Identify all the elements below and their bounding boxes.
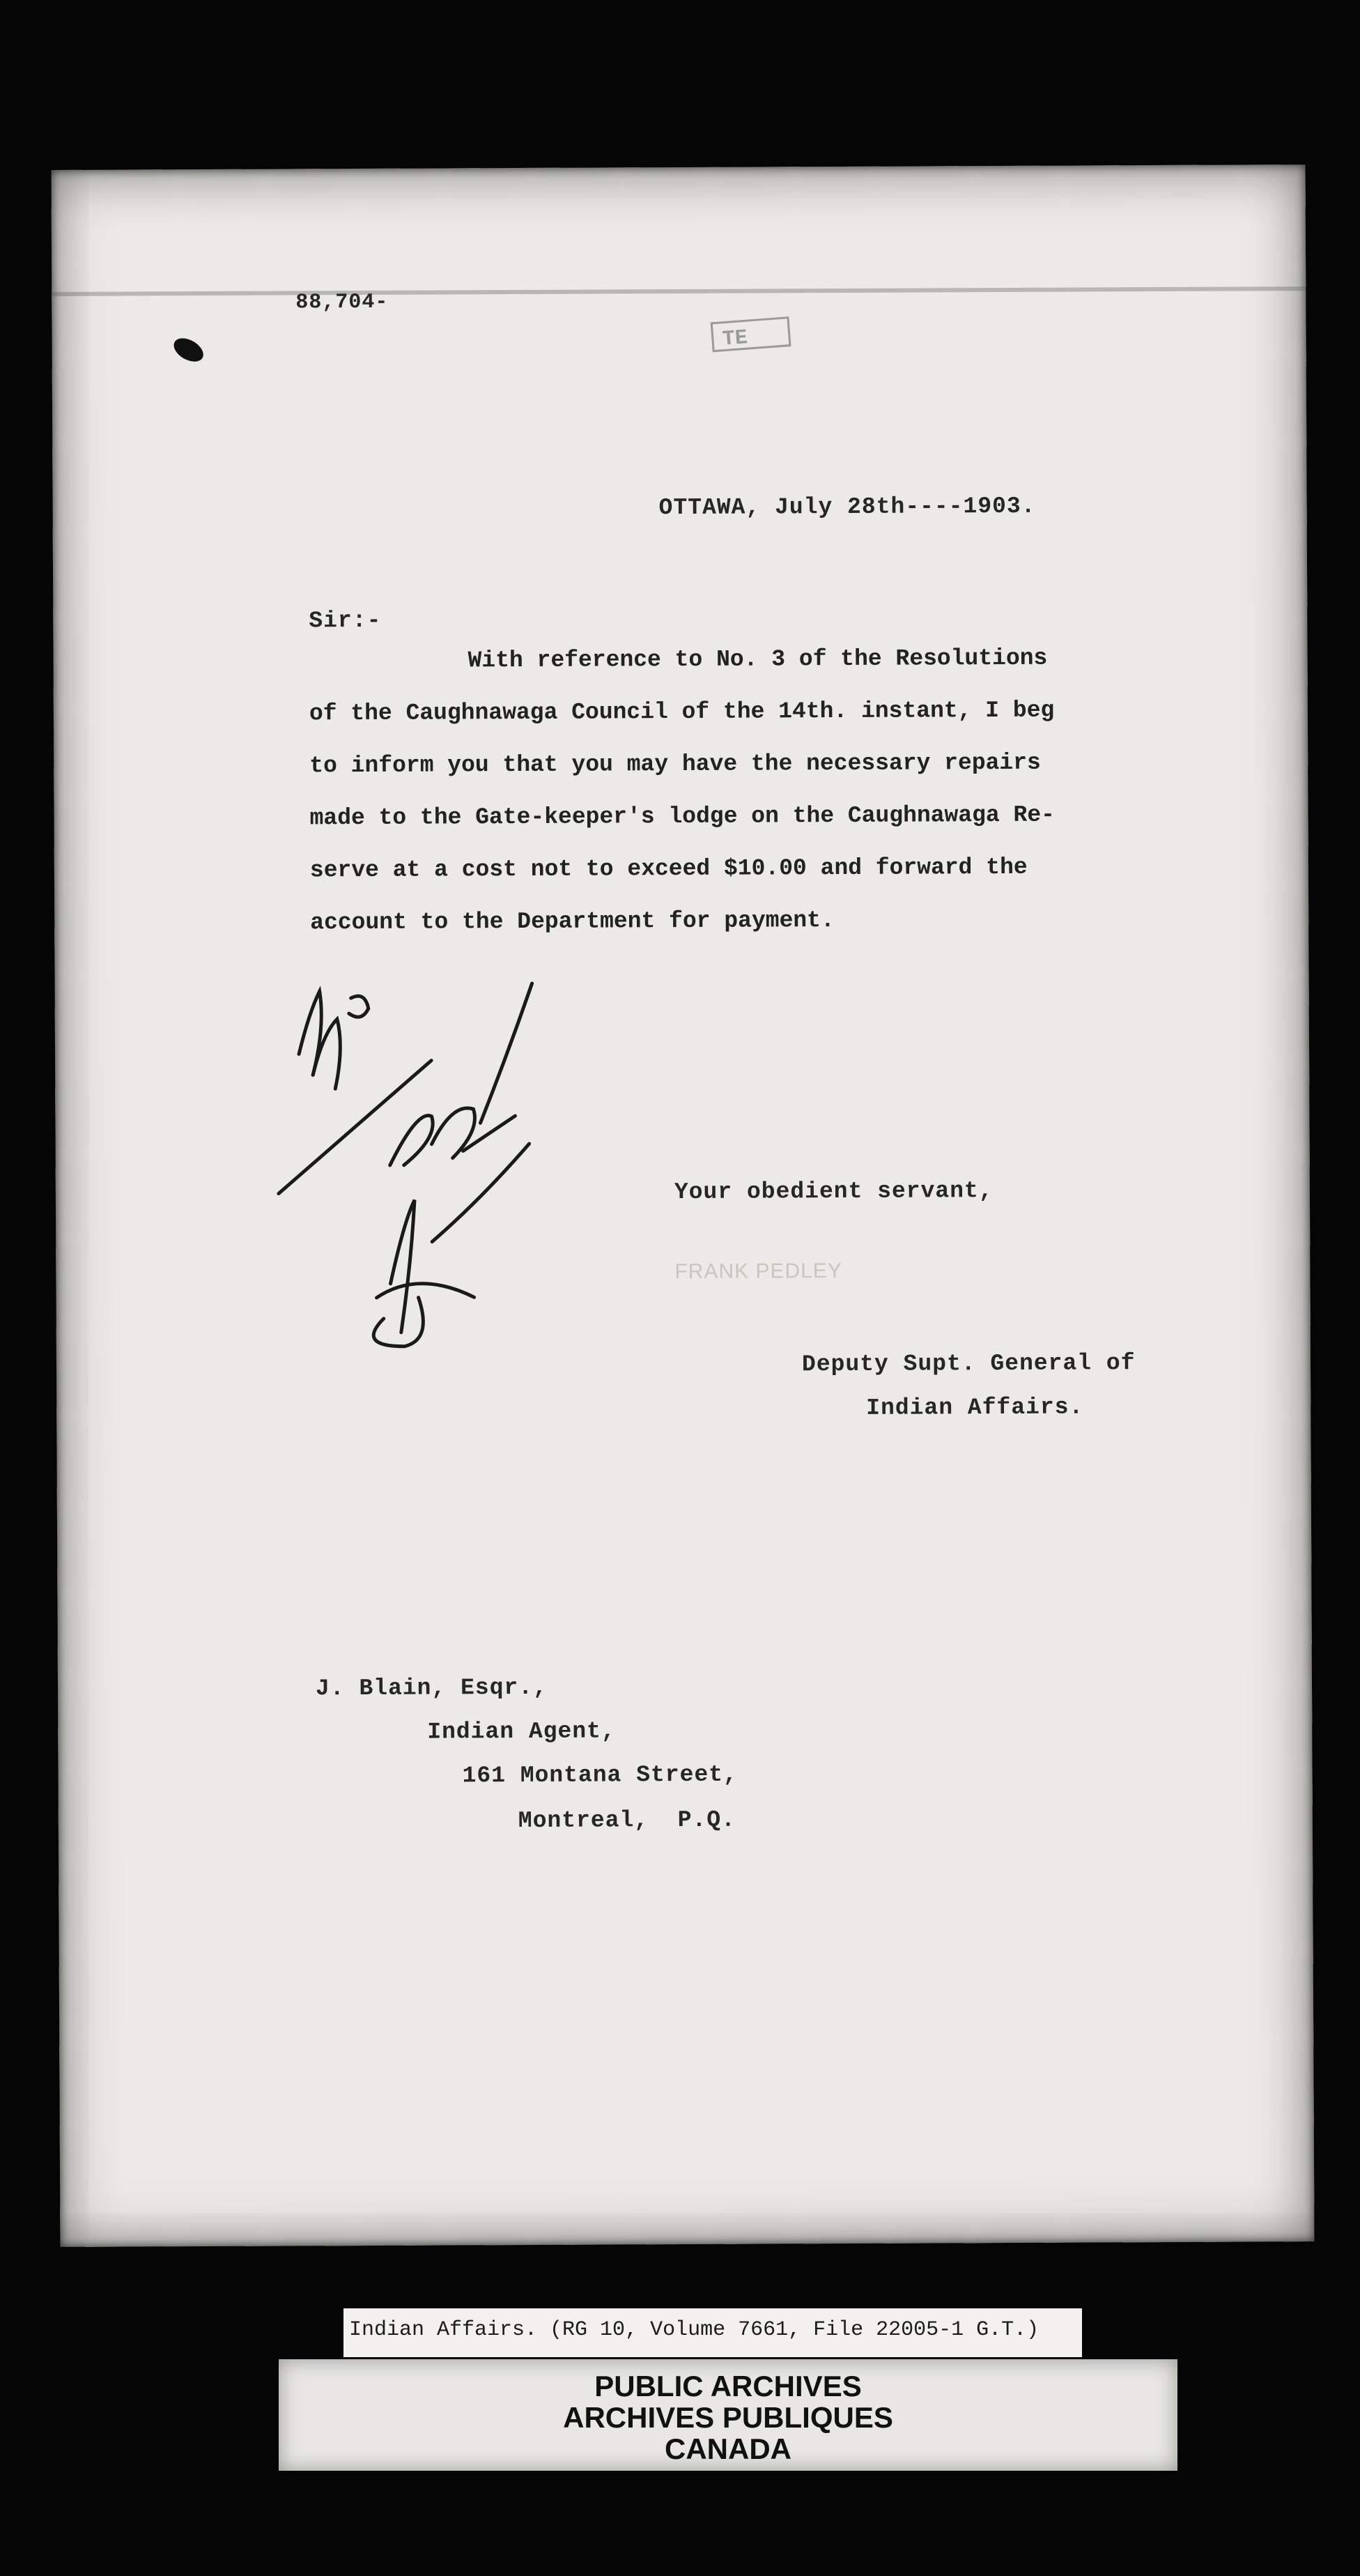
addressee-name: J. Blain, Esqr., xyxy=(315,1674,548,1702)
addressee-city: Montreal, P.Q. xyxy=(518,1807,736,1834)
handwritten-initials xyxy=(271,969,600,1361)
archive-line-french: ARCHIVES PUBLIQUES xyxy=(563,2401,893,2434)
body-line: made to the Gate-keeper's lodge on the Caughnawaga Re- xyxy=(309,802,1056,831)
body-line: With reference to No. 3 of the Resolutions xyxy=(468,645,1048,674)
faded-signature-stamp: FRANK PEDLEY xyxy=(674,1259,842,1284)
archive-reference-label xyxy=(343,2308,1082,2357)
body-line: account to the Department for payment. xyxy=(310,907,835,936)
salutation: Sir:- xyxy=(309,607,382,634)
body-line: of the Caughnawaga Council of the 14th. instant, I beg xyxy=(309,697,1055,727)
addressee-position: Indian Agent, xyxy=(427,1718,616,1745)
body-line: serve at a cost not to exceed $10.00 and forward the xyxy=(309,854,1028,884)
stamp-mark xyxy=(706,313,797,355)
punch-hole xyxy=(170,334,208,367)
addressee-street: 161 Montana Street, xyxy=(462,1761,738,1789)
closing: Your obedient servant, xyxy=(674,1178,994,1206)
letter-sheet xyxy=(52,164,1315,2247)
signatory-title: Deputy Supt. General of xyxy=(801,1350,1136,1378)
place-date: OTTAWA, July 28th----1903. xyxy=(658,493,1036,521)
archive-line-english: PUBLIC ARCHIVES xyxy=(594,2370,862,2402)
signatory-department: Indian Affairs. xyxy=(866,1394,1084,1421)
archive-line-country: CANADA xyxy=(665,2432,791,2465)
fold-line xyxy=(52,286,1306,296)
archive-reference: Indian Affairs. (RG 10, Volume 7661, File 22005-1 G.T.) xyxy=(349,2318,1040,2342)
file-number: 88,704- xyxy=(295,290,389,315)
stamp-text: TE xyxy=(721,326,749,352)
body-line: to inform you that you may have the necessary repairs xyxy=(309,749,1041,779)
archive-stamp xyxy=(279,2359,1177,2471)
